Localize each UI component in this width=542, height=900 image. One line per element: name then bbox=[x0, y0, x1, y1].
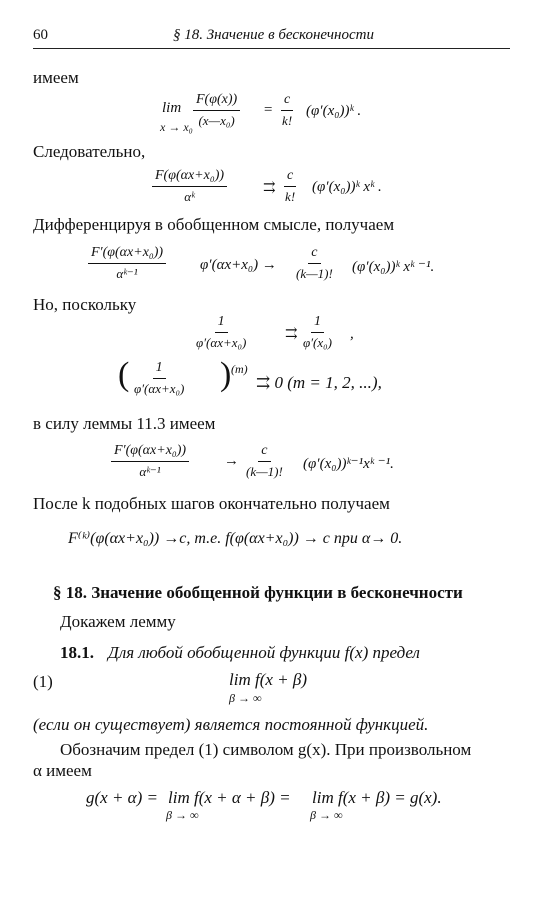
eq5-rhs: ⇉ 0 (m = 1, 2, ...), bbox=[256, 373, 382, 392]
eq8-limit-2-sub: β → ∞ bbox=[310, 808, 343, 822]
eq1-c-fraction bbox=[281, 92, 293, 129]
paragraph-sledovatelno: Следовательно, bbox=[33, 142, 146, 161]
eq5-superscript: (m) bbox=[231, 362, 248, 376]
eq4-numerator: 1 bbox=[215, 314, 228, 333]
paragraph-denote-1: Обозначим предел (1) символом g(x). При произвольном bbox=[60, 740, 472, 759]
eq4-arrow: ⇉ bbox=[285, 326, 298, 342]
eq8-limit-2: lim f(x + β) = g(x). bbox=[312, 788, 442, 807]
eq4-denominator-2: φ′(x₀) bbox=[303, 335, 332, 350]
eq5-fraction bbox=[134, 360, 184, 397]
eq3-c-fraction bbox=[296, 245, 333, 282]
eq1-kfact: k! bbox=[282, 113, 293, 128]
paragraph-differentiating: Дифференцируя в обобщенном смысле, получаем bbox=[33, 215, 395, 234]
eq7-result: F⁽ᵏ⁾(φ(αx+x₀)) →c, т.е. f(φ(αx+x₀)) → c при α→ 0. bbox=[68, 530, 403, 547]
eq1-fraction bbox=[193, 92, 240, 129]
lemma-text-2: (если он существует) является постоянной функцией. bbox=[33, 715, 429, 734]
eq6-kfact: (k—1)! bbox=[246, 464, 283, 479]
paragraph-no-poskolku: Но, поскольку bbox=[33, 295, 137, 314]
eq6-rhs: (φ′(x₀))ᵏ⁻¹xᵏ ⁻¹. bbox=[303, 456, 394, 472]
eq2-arrow: ⇉ bbox=[263, 180, 276, 196]
eq2-kfact: k! bbox=[285, 189, 296, 204]
eq6-fraction bbox=[111, 443, 189, 480]
eq1-equals: = bbox=[263, 102, 274, 118]
page-number: 60 bbox=[33, 27, 48, 43]
eq2-numerator: F(φ(αx+x₀)) bbox=[152, 168, 227, 187]
eq3-c: c bbox=[308, 245, 320, 264]
eq4-denominator: φ′(αx+x₀) bbox=[196, 335, 247, 350]
eq1-lim-sub: x → x₀ bbox=[160, 120, 193, 134]
equation-label-1: (1) bbox=[33, 672, 53, 691]
eq2-c-fraction bbox=[284, 168, 296, 205]
eq3-kfact: (k—1)! bbox=[296, 266, 333, 281]
paragraph-lemma-ref: в силу леммы 11.3 имеем bbox=[33, 414, 216, 433]
running-title: § 18. Значение в бесконечности bbox=[173, 27, 374, 43]
paragraph-after-k-steps: После k подобных шагов окончательно получаем bbox=[33, 494, 390, 513]
eq4-rhs-fraction bbox=[303, 314, 332, 351]
eq6-c: c bbox=[258, 443, 270, 462]
eq1-numerator: F(φ(x)) bbox=[193, 92, 240, 111]
eq3-numerator: F′(φ(αx+x₀)) bbox=[88, 245, 166, 264]
paragraph-denote-2: α имеем bbox=[33, 761, 92, 780]
lemma-limit: lim f(x + β) bbox=[229, 670, 308, 689]
eq6-denominator: αᵏ⁻¹ bbox=[139, 464, 161, 479]
eq4-comma: , bbox=[350, 326, 354, 342]
eq1-denominator: (x—x₀) bbox=[198, 113, 235, 128]
eq3-middle: φ′(αx+x₀) → bbox=[200, 257, 277, 273]
lemma-number: 18.1. bbox=[60, 643, 94, 662]
eq5-denominator: φ′(αx+x₀) bbox=[134, 381, 185, 396]
eq8-limit-1-sub: β → ∞ bbox=[166, 808, 199, 822]
intro-word: имеем bbox=[33, 68, 79, 87]
eq6-c-fraction bbox=[246, 443, 283, 480]
eq6-arrow: → bbox=[224, 453, 239, 469]
eq2-c: c bbox=[284, 168, 296, 187]
eq3-fraction bbox=[88, 245, 166, 282]
lemma-text-1: Для любой обобщенной функции f(x) предел bbox=[108, 643, 420, 662]
eq6-numerator: F′(φ(αx+x₀)) bbox=[111, 443, 189, 462]
eq4-numerator-2: 1 bbox=[311, 314, 324, 333]
eq8-limit-1: lim f(x + α + β) = bbox=[168, 788, 291, 807]
eq1-lim: lim bbox=[162, 100, 182, 116]
eq5-left-paren: ( bbox=[118, 356, 130, 393]
eq1-rhs: (φ′(x₀))ᵏ . bbox=[306, 103, 362, 119]
eq2-denominator: αᵏ bbox=[184, 189, 195, 204]
eq1-c: c bbox=[281, 92, 293, 111]
eq2-rhs: (φ′(x₀))ᵏ xᵏ . bbox=[312, 179, 382, 195]
section-title: § 18. Значение обобщенной функции в бесконечности bbox=[53, 583, 463, 602]
eq8-lhs: g(x + α) = bbox=[86, 788, 158, 807]
lemma-limit-sub: β → ∞ bbox=[229, 691, 262, 705]
header-rule bbox=[33, 48, 510, 49]
eq2-fraction bbox=[152, 168, 227, 205]
eq5-right-paren: ) bbox=[220, 356, 232, 393]
eq3-denominator: αᵏ⁻¹ bbox=[116, 266, 138, 281]
eq3-rhs: (φ′(x₀))ᵏ xᵏ ⁻¹. bbox=[352, 259, 435, 275]
eq5-numerator: 1 bbox=[153, 360, 166, 379]
eq4-fraction bbox=[196, 314, 246, 351]
section-intro: Докажем лемму bbox=[60, 612, 176, 631]
